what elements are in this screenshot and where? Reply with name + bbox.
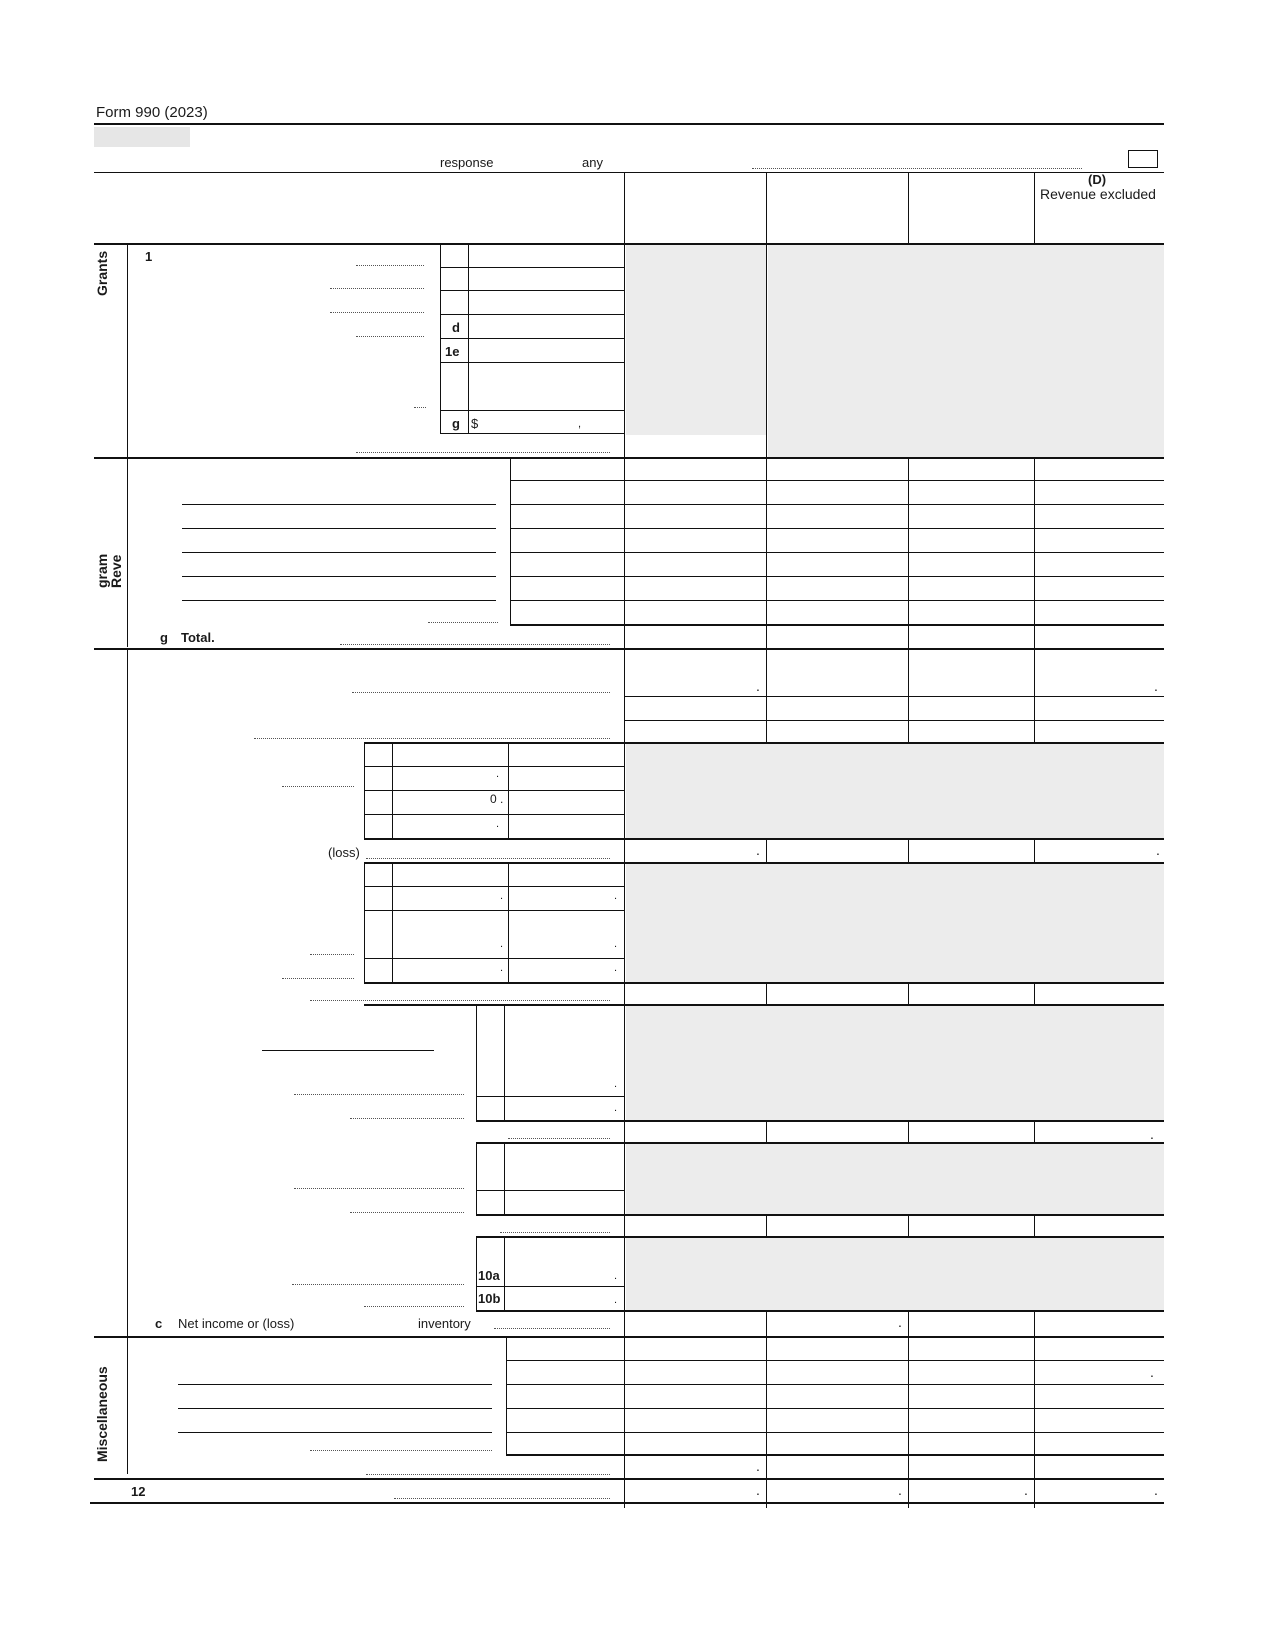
misc-business-code-col <box>506 1336 507 1454</box>
col-d-label: Revenue excluded <box>1040 186 1156 202</box>
line-7d-dots <box>310 1000 610 1001</box>
line-12-col-b-period: . <box>898 1482 902 1498</box>
inventory-block-shade <box>626 1238 1164 1310</box>
line-1g-comma: , <box>578 418 582 430</box>
line-2c-amount-rule[interactable] <box>510 552 1164 553</box>
col-a-left-border <box>624 172 625 1508</box>
form-title: Form 990 (2023) <box>96 104 208 121</box>
line-6c-period: . <box>496 818 500 830</box>
line-8-event-desc-rule[interactable] <box>262 1050 434 1051</box>
line-2a-amount-rule[interactable] <box>510 504 1164 505</box>
line-2b-desc-rule[interactable] <box>182 528 496 529</box>
line-2g-total: Total. <box>181 630 215 645</box>
line-1f-input-rule[interactable] <box>440 410 624 411</box>
line-2c-desc-rule[interactable] <box>182 552 496 553</box>
line-8c-dots <box>508 1138 610 1139</box>
gaming-block-left <box>476 1142 477 1214</box>
grants-col-a-shade <box>626 245 766 435</box>
line-1e-input-rule[interactable] <box>440 362 624 363</box>
line-1c-input-rule[interactable] <box>440 314 624 315</box>
header-rule <box>94 123 1164 125</box>
line-7b-rule[interactable] <box>364 958 624 959</box>
line-1d-letter: d <box>452 320 460 335</box>
fundraising-block-bottom-rule <box>476 1120 1164 1122</box>
line-2g-letter: g <box>160 630 168 645</box>
line-7c-dots <box>282 978 354 979</box>
line-8b-period: . <box>614 1102 618 1114</box>
line-2-header-rule <box>510 480 1164 481</box>
line-10c-col-b-period: . <box>898 1314 902 1330</box>
sales-block-label-col <box>392 862 393 982</box>
line-1f-dots <box>414 407 426 408</box>
line-1d-input-rule[interactable] <box>440 338 624 339</box>
grants-section-border <box>127 243 128 457</box>
line-7b-dots <box>310 954 354 955</box>
line-7c-period-ii: . <box>614 962 618 974</box>
any-label: any <box>582 155 603 170</box>
gaming-block-shade <box>626 1144 1164 1214</box>
line-6a-rule[interactable] <box>364 766 624 767</box>
line-4-amount-rule[interactable] <box>624 720 1164 721</box>
inventory-block-bottom-rule <box>476 1310 1164 1312</box>
line-11d-dots <box>310 1450 492 1451</box>
misc-section-border <box>127 1336 128 1474</box>
line-8c-col-d-period: . <box>1150 1126 1154 1142</box>
line-2e-desc-rule[interactable] <box>182 600 496 601</box>
line-10c-dots <box>494 1328 610 1329</box>
line-6d-loss-label: (loss) <box>328 845 360 860</box>
line-12-col-a-period: . <box>756 1482 760 1498</box>
line-8b-dots <box>350 1118 464 1119</box>
inventory-block-left <box>476 1236 477 1310</box>
line-2f-amount-rule[interactable] <box>510 624 1164 626</box>
schedule-o-checkbox[interactable] <box>1128 150 1158 168</box>
inventory-block-label-col <box>504 1236 505 1310</box>
line-9c-dots <box>500 1232 610 1233</box>
section-label-program-revenue: gram Reve <box>94 553 124 588</box>
line-11e-dots <box>366 1474 610 1475</box>
line-12-col-d-period: . <box>1154 1482 1158 1498</box>
line-1g-letter: g <box>452 416 460 431</box>
line-12-number: 12 <box>131 1484 146 1499</box>
line-3-col-a-period: . <box>756 678 760 694</box>
line-6b-rule[interactable] <box>364 790 624 791</box>
line-12-dots <box>394 1498 610 1499</box>
misc-section-bottom-rule <box>94 1478 1164 1480</box>
line-1b-input-rule[interactable] <box>440 290 624 291</box>
line-1c-dots <box>330 312 424 313</box>
line-12-bottom-rule <box>90 1502 1164 1504</box>
line-1g-dollar: $ <box>471 416 479 431</box>
grants-cols-bcd-shade <box>768 245 1164 457</box>
sales-block-bottom-rule <box>364 982 1164 984</box>
line-7a-rule[interactable] <box>364 910 624 911</box>
line-11c-amount-rule[interactable] <box>506 1432 1164 1433</box>
line-7a-period: . <box>500 890 504 902</box>
line-11e-col-a-period: . <box>756 1458 760 1474</box>
line-2g-dots <box>340 644 610 645</box>
line-2f-dots <box>428 622 498 623</box>
line-1g-input-rule[interactable] <box>440 433 624 434</box>
line-2a-desc-rule[interactable] <box>182 504 496 505</box>
rents-block-bottom-rule <box>364 838 1164 840</box>
sales-block-left <box>364 862 365 982</box>
other-revenue-section-border <box>127 648 128 1338</box>
response-label: response <box>440 155 494 170</box>
line-10b-period: . <box>614 1294 618 1306</box>
line-1d-dots <box>356 336 424 337</box>
line-10b-label: 10b <box>478 1291 501 1306</box>
line-10b-dots <box>364 1306 464 1307</box>
line-2e-amount-rule[interactable] <box>510 600 1164 601</box>
line-9a-rule[interactable] <box>476 1190 624 1191</box>
line-6d-col-a-period: . <box>756 842 760 858</box>
line-12-col-c-period: . <box>1024 1482 1028 1498</box>
grants-section-bottom-rule <box>94 457 1164 459</box>
line-6c-rule[interactable] <box>364 814 624 815</box>
program-section-bottom-rule <box>94 648 1164 650</box>
line-1e-label: 1e <box>445 344 460 359</box>
line-10a-dots <box>292 1284 464 1285</box>
line-10a-label: 10a <box>478 1268 500 1283</box>
line-6a-period: . <box>496 768 500 780</box>
line-8a-rule[interactable] <box>476 1096 624 1097</box>
line-11d-amount-rule[interactable] <box>506 1454 1164 1456</box>
line-8a-period: . <box>614 1078 618 1090</box>
line-2d-desc-rule[interactable] <box>182 576 496 577</box>
line-1-number: 1 <box>145 249 153 264</box>
line-10c-text: Net income or (loss) <box>178 1316 295 1331</box>
rents-block-shade <box>626 744 1164 838</box>
line-11c-desc-rule[interactable] <box>178 1432 492 1433</box>
other-revenue-bottom-rule <box>94 1336 1164 1338</box>
line-11-header-rule <box>506 1360 1164 1361</box>
line-9a-dots <box>294 1188 464 1189</box>
header-bottom-rule <box>94 172 1164 173</box>
gaming-block-bottom-rule <box>476 1214 1164 1216</box>
line-5-dots <box>254 738 610 739</box>
section-label-grants: Grants <box>94 250 110 296</box>
line-8a-dots <box>294 1094 464 1095</box>
line-11b-desc-rule[interactable] <box>178 1408 492 1409</box>
line-6a-dots <box>282 786 354 787</box>
line-1a-input-rule[interactable] <box>440 267 624 268</box>
line-3-amount-rule[interactable] <box>624 696 1164 697</box>
line-6d-dots <box>366 858 610 859</box>
line-3-col-d-period: . <box>1154 678 1158 694</box>
header-dot-leader <box>752 168 1082 169</box>
line-1b-dots <box>330 288 424 289</box>
line-10a-rule[interactable] <box>476 1286 624 1287</box>
line-6b-zero: 0 <box>490 792 497 806</box>
col-d-letter: (D) <box>1088 172 1107 187</box>
part-label-shade <box>94 127 190 147</box>
line-7b-period-ii: . <box>614 938 618 950</box>
line-9b-dots <box>350 1212 464 1213</box>
line-1a-dots <box>356 265 424 266</box>
line-2d-amount-rule[interactable] <box>510 576 1164 577</box>
line-7c-period: . <box>500 962 504 974</box>
fundraising-block-label-col <box>504 1004 505 1120</box>
line-3-dots <box>352 692 610 693</box>
section-label-miscellaneous: Miscellaneous <box>94 1366 110 1462</box>
sales-block-mid <box>508 862 509 982</box>
line-10c-letter: c <box>155 1316 163 1331</box>
program-section-border <box>127 457 128 647</box>
line-7a-header-rule <box>364 886 624 887</box>
line-7a-period-ii: . <box>614 890 618 902</box>
fundraising-block-shade <box>626 1006 1164 1120</box>
fundraising-block-left <box>476 1004 477 1120</box>
line-2b-amount-rule[interactable] <box>510 528 1164 529</box>
line-6d-col-d-period: . <box>1156 842 1160 858</box>
line-7b-period: . <box>500 938 504 950</box>
line-6b-period: . <box>500 792 504 806</box>
line-10c-inventory: inventory <box>418 1316 471 1331</box>
sales-block-shade <box>626 864 1164 982</box>
line-1h-dots <box>356 452 610 453</box>
line-11a-amount-rule[interactable] <box>506 1384 1164 1385</box>
line-11b-amount-rule[interactable] <box>506 1408 1164 1409</box>
gaming-block-label-col <box>504 1142 505 1214</box>
line-10a-period: . <box>614 1270 618 1282</box>
line-11a-col-d-period: . <box>1150 1364 1154 1380</box>
line-11a-desc-rule[interactable] <box>178 1384 492 1385</box>
